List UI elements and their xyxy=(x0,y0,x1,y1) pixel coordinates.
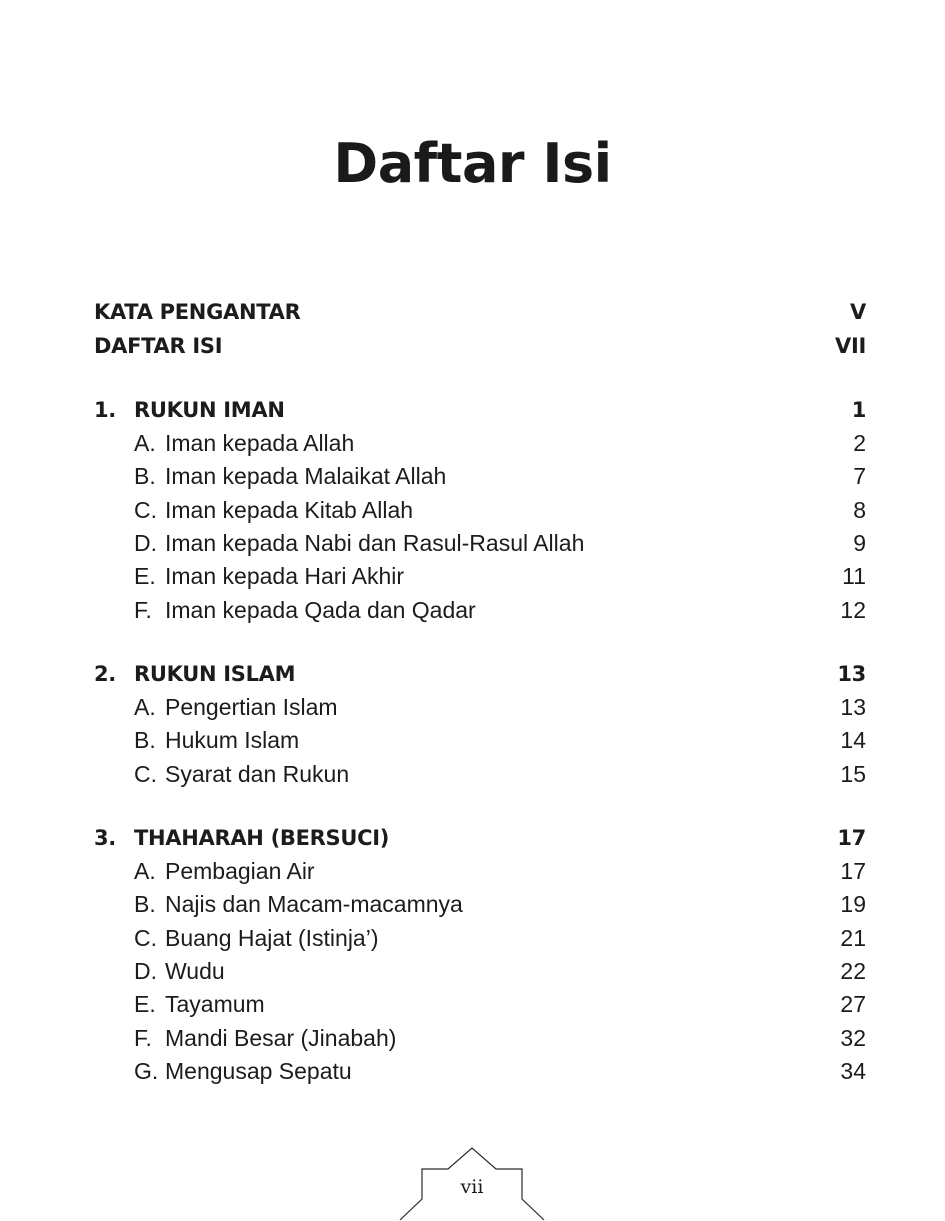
toc-item[interactable] xyxy=(94,692,866,722)
chapter-page: 17 xyxy=(837,826,866,850)
item-label: Pembagian Air xyxy=(165,858,315,884)
item-label: Iman kepada Allah xyxy=(165,430,355,456)
chapter-page: 1 xyxy=(851,398,866,422)
item-label: Iman kepada Nabi dan Rasul-Rasul Allah xyxy=(165,530,585,556)
item-page: 21 xyxy=(840,925,866,951)
toc-entry-page: V xyxy=(850,300,866,324)
toc-item[interactable] xyxy=(94,1056,866,1086)
chapter-label: RUKUN ISLAM xyxy=(134,662,296,686)
chapter-number: 1. xyxy=(94,398,116,422)
toc-item[interactable] xyxy=(94,461,866,491)
toc-chapter-rukun-iman[interactable] xyxy=(94,395,866,425)
toc-item[interactable] xyxy=(94,528,866,558)
item-label: Iman kepada Hari Akhir xyxy=(165,563,405,589)
toc-entry-page: VII xyxy=(835,334,866,358)
toc-item[interactable] xyxy=(94,495,866,525)
chapter-label: THAHARAH (BERSUCI) xyxy=(134,826,390,850)
toc-item[interactable] xyxy=(94,759,866,789)
item-letter: E. xyxy=(134,563,156,589)
toc-item[interactable] xyxy=(94,428,866,458)
item-letter: A. xyxy=(134,858,156,884)
item-label: Najis dan Macam-macamnya xyxy=(165,891,463,917)
item-page: 22 xyxy=(840,958,866,984)
toc-chapter-rukun-islam[interactable] xyxy=(94,659,866,689)
toc-item[interactable] xyxy=(94,989,866,1019)
item-page: 9 xyxy=(853,530,866,556)
item-page: 19 xyxy=(840,891,866,917)
chapter-number: 2. xyxy=(94,662,116,686)
item-page: 13 xyxy=(840,694,866,720)
item-label: Mandi Besar (Jinabah) xyxy=(165,1025,397,1051)
toc-chapter-thaharah[interactable] xyxy=(94,823,866,853)
toc-entry-daftar-isi[interactable] xyxy=(94,331,866,361)
item-page: 8 xyxy=(853,497,866,523)
toc-entry-label: DAFTAR ISI xyxy=(94,334,223,358)
item-letter: B. xyxy=(134,891,156,917)
item-letter: C. xyxy=(134,925,157,951)
item-label: Iman kepada Qada dan Qadar xyxy=(165,597,476,623)
toc-item[interactable] xyxy=(94,1023,866,1053)
item-letter: D. xyxy=(134,958,157,984)
item-label: Mengusap Sepatu xyxy=(165,1058,352,1084)
toc-item[interactable] xyxy=(94,561,866,591)
item-letter: A. xyxy=(134,694,156,720)
item-page: 34 xyxy=(840,1058,866,1084)
toc-item[interactable] xyxy=(94,923,866,953)
item-page: 7 xyxy=(853,463,866,489)
item-letter: D. xyxy=(134,530,157,556)
item-letter: B. xyxy=(134,727,156,753)
item-letter: C. xyxy=(134,761,157,787)
toc-item[interactable] xyxy=(94,956,866,986)
item-label: Wudu xyxy=(165,958,225,984)
item-page: 11 xyxy=(842,563,866,589)
toc-item[interactable] xyxy=(94,889,866,919)
page-number: vii xyxy=(460,1176,484,1198)
toc-entry-kata-pengantar[interactable] xyxy=(94,297,866,327)
item-label: Iman kepada Malaikat Allah xyxy=(165,463,447,489)
toc-item[interactable] xyxy=(94,725,866,755)
item-letter: C. xyxy=(134,497,157,523)
item-letter: F. xyxy=(134,1025,152,1051)
item-label: Pengertian Islam xyxy=(165,694,338,720)
item-page: 27 xyxy=(840,991,866,1017)
item-letter: E. xyxy=(134,991,156,1017)
chapter-label: RUKUN IMAN xyxy=(134,398,285,422)
item-letter: F. xyxy=(134,597,152,623)
item-page: 15 xyxy=(840,761,866,787)
item-letter: A. xyxy=(134,430,156,456)
item-page: 17 xyxy=(840,858,866,884)
toc-item[interactable] xyxy=(94,595,866,625)
item-page: 14 xyxy=(840,727,866,753)
item-page: 2 xyxy=(853,430,866,456)
item-label: Tayamum xyxy=(165,991,265,1017)
chapter-page: 13 xyxy=(837,662,866,686)
toc-item[interactable] xyxy=(94,856,866,886)
item-page: 32 xyxy=(840,1025,866,1051)
page-footer xyxy=(398,1147,546,1221)
toc-entry-label: KATA PENGANTAR xyxy=(94,300,301,324)
item-label: Hukum Islam xyxy=(165,727,300,753)
item-page: 12 xyxy=(840,597,866,623)
item-label: Syarat dan Rukun xyxy=(165,761,350,787)
item-label: Buang Hajat (Istinja’) xyxy=(165,925,379,951)
page-title: Daftar Isi xyxy=(333,132,612,195)
item-letter: G. xyxy=(134,1058,159,1084)
chapter-number: 3. xyxy=(94,826,116,850)
item-letter: B. xyxy=(134,463,156,489)
item-label: Iman kepada Kitab Allah xyxy=(165,497,414,523)
